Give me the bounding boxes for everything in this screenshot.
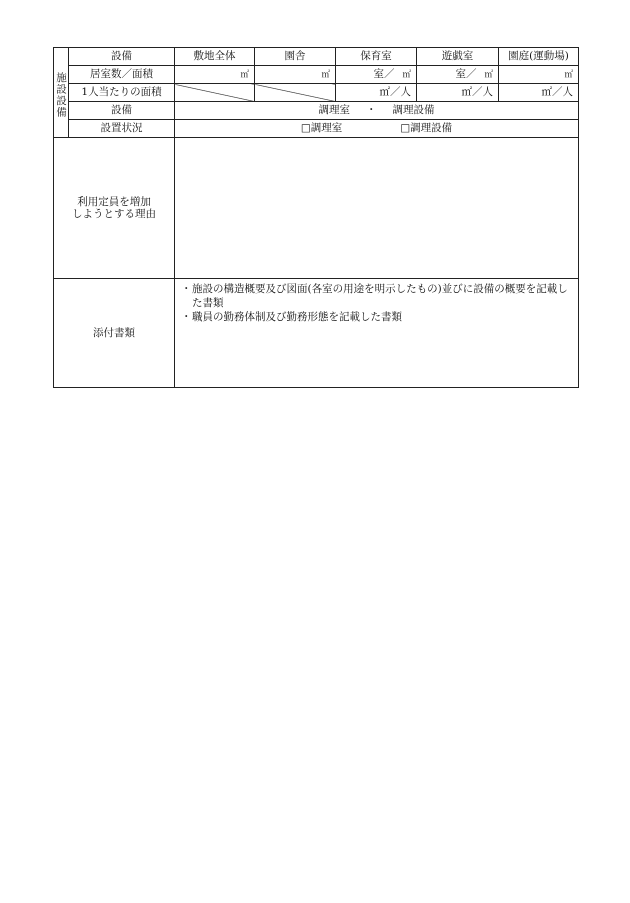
- equipment-option-cooking-equipment: 調理設備: [392, 104, 435, 117]
- attachment-item-text: 職員の勤務体制及び勤務形態を記載した書類: [192, 311, 402, 324]
- attachments-row: [54, 279, 579, 388]
- equipment-label: 設備: [69, 102, 175, 120]
- header-building: 園舎: [255, 48, 336, 66]
- nursery-room-area-cell[interactable]: [336, 66, 417, 84]
- site-area-unit: ㎡: [240, 70, 249, 81]
- installation-label: 設置状況: [69, 120, 175, 138]
- attachment-item-text: 施設の構造概要及び図面(各室の用途を明示したもの)並びに設備の概要を記載した書類: [192, 283, 568, 310]
- header-label: 設備: [69, 48, 175, 66]
- installation-options: [175, 120, 579, 138]
- installation-row: [54, 120, 579, 138]
- yard-area-unit: ㎡: [564, 70, 573, 81]
- nursery-room-per-person-unit: ㎡／人: [379, 86, 411, 99]
- header-playroom: 遊戯室: [417, 48, 499, 66]
- reason-label-line2: しようとする理由: [72, 208, 156, 220]
- yard-per-person-unit: ㎡／人: [541, 86, 573, 99]
- attachments-list: [175, 279, 579, 388]
- site-area-cell[interactable]: [175, 66, 255, 84]
- site-per-person-na: [175, 84, 255, 102]
- bullet-mark: ・: [181, 311, 192, 324]
- playroom-per-person-unit: ㎡／人: [461, 86, 493, 99]
- yard-per-person-cell[interactable]: [499, 84, 579, 102]
- kitchen-checkbox-label: 調理室: [310, 122, 343, 135]
- equipment-options: [175, 102, 579, 120]
- facility-form: [53, 47, 578, 390]
- building-area-unit: ㎡: [321, 70, 330, 81]
- bullet-mark: ・: [181, 283, 192, 295]
- per-person-row: [54, 84, 579, 102]
- reason-label: [54, 138, 175, 279]
- header-site: 敷地全体: [175, 48, 255, 66]
- attachment-item: [181, 282, 572, 310]
- playroom-area-unit: ㎡: [484, 70, 493, 81]
- reason-field[interactable]: [175, 138, 579, 279]
- attachment-item: [181, 310, 572, 324]
- header-yard: 園庭(運動場): [499, 48, 579, 66]
- building-area-cell[interactable]: [255, 66, 336, 84]
- yard-area-cell[interactable]: [499, 66, 579, 84]
- reason-label-line1: 利用定員を増加: [77, 195, 151, 208]
- building-per-person-na: [255, 84, 336, 102]
- cooking-equipment-checkbox-label: 調理設備: [410, 122, 453, 135]
- section-label: 施設設備: [54, 48, 69, 138]
- rooms-area-row: [54, 66, 579, 84]
- nursery-room-count-prefix: 室／: [373, 68, 395, 81]
- nursery-room-area-unit: ㎡: [402, 70, 411, 81]
- equipment-row: [54, 102, 579, 120]
- playroom-count-prefix: 室／: [455, 68, 477, 81]
- cooking-equipment-checkbox[interactable]: □: [400, 122, 411, 135]
- equipment-separator: ・: [366, 104, 377, 117]
- header-row: [54, 48, 579, 66]
- playroom-per-person-cell[interactable]: [417, 84, 499, 102]
- equipment-option-kitchen: 調理室: [318, 104, 350, 117]
- rooms-area-label: 居室数／面積: [69, 66, 175, 84]
- per-person-label: 1人当たりの面積: [69, 84, 175, 102]
- nursery-room-per-person-cell[interactable]: [336, 84, 417, 102]
- facility-table: [53, 47, 579, 388]
- attachments-label: 添付書類: [54, 279, 175, 388]
- kitchen-checkbox[interactable]: □: [300, 122, 311, 135]
- header-nursery-room: 保育室: [336, 48, 417, 66]
- playroom-area-cell[interactable]: [417, 66, 499, 84]
- reason-row: [54, 138, 579, 279]
